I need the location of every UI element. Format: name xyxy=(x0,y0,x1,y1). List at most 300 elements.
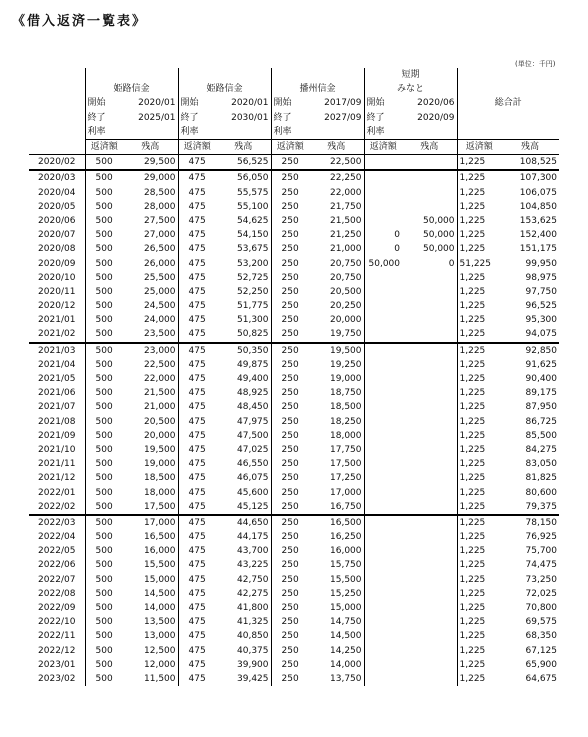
date-cell: 2022/11 xyxy=(38,631,76,642)
balance-cell: 15,250 xyxy=(330,588,362,599)
repayment-cell xyxy=(364,200,402,214)
balance-cell: 14,000 xyxy=(330,659,362,670)
total-balance-cell: 75,700 xyxy=(525,546,558,557)
balance-cell: 52,725 xyxy=(237,272,269,283)
repayment-cell: 250 xyxy=(271,485,309,499)
total-repayment-cell: 1,225 xyxy=(457,558,501,572)
repayment-cell xyxy=(364,186,402,200)
repayment-cell: 250 xyxy=(271,672,309,686)
balance-cell: 49,875 xyxy=(237,359,269,370)
balance-cell: 18,750 xyxy=(330,388,362,399)
total-balance-cell: 67,125 xyxy=(525,645,558,656)
start-label: 開始 xyxy=(364,96,402,110)
repayment-cell: 250 xyxy=(271,186,309,200)
balance-cell: 15,000 xyxy=(144,574,176,585)
repayment-cell: 475 xyxy=(178,155,216,171)
date-cell: 2022/04 xyxy=(38,532,76,543)
start-label: 開始 xyxy=(178,96,216,110)
balance-cell: 22,250 xyxy=(309,170,364,185)
balance-cell: 16,000 xyxy=(144,546,176,557)
repayment-cell: 250 xyxy=(271,500,309,515)
balance-cell: 51,300 xyxy=(237,315,269,326)
balance-cell: 47,975 xyxy=(237,416,269,427)
repayment-cell: 475 xyxy=(178,544,216,558)
end-date: 2025/01 xyxy=(138,112,176,123)
repayment-cell xyxy=(364,573,402,587)
balance-cell xyxy=(402,200,457,214)
balance-cell: 21,250 xyxy=(330,230,362,241)
balance-cell: 16,000 xyxy=(330,546,362,557)
balance-cell: 28,500 xyxy=(144,187,176,198)
balance-cell: 22,000 xyxy=(330,187,362,198)
table-row xyxy=(29,299,559,313)
repayment-cell: 500 xyxy=(85,415,123,429)
total-repayment-cell: 1,225 xyxy=(457,358,501,372)
repayment-cell: 250 xyxy=(271,400,309,414)
repayment-cell: 250 xyxy=(271,386,309,400)
repayment-cell: 500 xyxy=(85,672,123,686)
repayment-cell: 250 xyxy=(271,587,309,601)
date-cell: 2022/12 xyxy=(38,645,76,656)
balance-cell: 50,000 xyxy=(423,215,455,226)
repay-col-header: 返済額 xyxy=(364,139,402,154)
balance-cell: 11,500 xyxy=(144,673,176,684)
total-repayment-cell: 1,225 xyxy=(457,443,501,457)
table-row xyxy=(29,343,559,358)
end-label: 終了 xyxy=(364,111,402,125)
total-repayment-cell: 1,225 xyxy=(457,644,501,658)
repayment-cell: 500 xyxy=(85,573,123,587)
page-title: 《借入返済一覧表》 xyxy=(12,14,148,29)
balance-cell: 15,500 xyxy=(330,574,362,585)
balance-cell: 19,000 xyxy=(144,459,176,470)
balance-cell xyxy=(402,155,457,171)
repayment-cell xyxy=(364,170,402,185)
repayment-cell: 500 xyxy=(85,299,123,313)
total-repayment-cell: 1,225 xyxy=(457,573,501,587)
balance-cell xyxy=(402,313,457,327)
total-balance-cell: 96,525 xyxy=(525,301,558,312)
table-row xyxy=(29,313,559,327)
balance-cell xyxy=(402,615,457,629)
repayment-cell xyxy=(364,672,402,686)
total-balance-cell: 73,250 xyxy=(525,574,558,585)
repayment-cell: 475 xyxy=(178,558,216,572)
balance-cell: 27,500 xyxy=(144,215,176,226)
date-cell: 2021/04 xyxy=(38,359,76,370)
repayment-cell: 250 xyxy=(271,629,309,643)
total-balance-cell: 107,300 xyxy=(501,170,559,185)
balance-cell: 12,500 xyxy=(144,645,176,656)
balance-cell: 40,375 xyxy=(237,645,269,656)
total-repayment-cell: 1,225 xyxy=(457,343,501,358)
repay-col-header: 返済額 xyxy=(85,139,123,154)
repayment-cell: 0 xyxy=(364,242,402,256)
balance-cell: 16,250 xyxy=(330,532,362,543)
balance-cell: 50,000 xyxy=(423,244,455,255)
repayment-cell: 475 xyxy=(178,285,216,299)
repayment-cell xyxy=(364,601,402,615)
repayment-cell: 475 xyxy=(178,327,216,342)
repayment-cell: 500 xyxy=(85,242,123,256)
balance-cell: 40,850 xyxy=(237,631,269,642)
table-row xyxy=(29,170,559,185)
repayment-cell: 500 xyxy=(85,544,123,558)
repayment-cell: 500 xyxy=(85,170,123,185)
repayment-cell xyxy=(364,530,402,544)
balance-cell: 47,025 xyxy=(237,444,269,455)
repayment-cell: 475 xyxy=(178,629,216,643)
table-row xyxy=(29,530,559,544)
total-repayment-cell: 51,225 xyxy=(457,256,501,270)
total-balance-cell: 84,275 xyxy=(525,444,558,455)
repayment-cell: 475 xyxy=(178,658,216,672)
repayment-cell: 475 xyxy=(178,256,216,270)
balance-cell: 14,750 xyxy=(330,617,362,628)
total-repayment-cell: 1,225 xyxy=(457,186,501,200)
repayment-cell: 500 xyxy=(85,386,123,400)
repayment-cell: 475 xyxy=(178,228,216,242)
repay-col-header: 返済額 xyxy=(271,139,309,154)
balance-cell: 16,500 xyxy=(144,532,176,543)
balance-cell: 50,350 xyxy=(216,343,271,358)
repayment-cell: 500 xyxy=(85,285,123,299)
date-cell: 2022/09 xyxy=(38,603,76,614)
repayment-cell xyxy=(364,299,402,313)
repayment-cell: 500 xyxy=(85,228,123,242)
table-row xyxy=(29,155,559,171)
repayment-cell: 475 xyxy=(178,515,216,530)
repayment-cell: 475 xyxy=(178,601,216,615)
balance-cell xyxy=(402,558,457,572)
repayment-cell: 475 xyxy=(178,400,216,414)
balance-cell: 21,000 xyxy=(330,244,362,255)
total-balance-cell: 74,475 xyxy=(525,560,558,571)
total-repayment-cell: 1,225 xyxy=(457,457,501,471)
balance-cell: 45,125 xyxy=(237,501,269,512)
total-repayment-cell: 1,225 xyxy=(457,601,501,615)
balance-cell xyxy=(402,601,457,615)
balance-cell xyxy=(402,644,457,658)
balance-cell: 53,675 xyxy=(237,244,269,255)
total-repayment-cell: 1,225 xyxy=(457,242,501,256)
repayment-cell: 0 xyxy=(364,228,402,242)
date-cell: 2021/07 xyxy=(38,402,76,413)
repayment-cell: 475 xyxy=(178,471,216,485)
repayment-cell: 500 xyxy=(85,200,123,214)
balance-cell: 43,700 xyxy=(237,546,269,557)
total-balance-cell: 91,625 xyxy=(525,359,558,370)
total-balance-cell: 83,050 xyxy=(525,459,558,470)
repayment-cell xyxy=(364,500,402,515)
repayment-cell: 250 xyxy=(271,285,309,299)
start-label: 開始 xyxy=(85,96,123,110)
repayment-cell: 500 xyxy=(85,515,123,530)
balance-cell: 19,500 xyxy=(309,343,364,358)
balance-cell xyxy=(402,299,457,313)
balance-cell xyxy=(402,485,457,499)
repayment-cell: 250 xyxy=(271,429,309,443)
balance-cell: 21,500 xyxy=(144,388,176,399)
total-balance-cell: 80,600 xyxy=(525,487,558,498)
balance-cell: 14,500 xyxy=(330,631,362,642)
balance-cell: 23,500 xyxy=(144,329,176,340)
end-date: 2020/09 xyxy=(417,112,455,123)
table-row xyxy=(29,327,559,342)
repayment-cell xyxy=(364,214,402,228)
repayment-cell: 475 xyxy=(178,200,216,214)
balance-cell: 41,800 xyxy=(237,603,269,614)
total-repayment-cell: 1,225 xyxy=(457,415,501,429)
balance-cell xyxy=(402,400,457,414)
total-balance-cell: 95,300 xyxy=(525,315,558,326)
balance-col-header: 残高 xyxy=(501,139,559,154)
unit-note: (単位：千円) xyxy=(515,60,556,68)
date-cell: 2021/03 xyxy=(29,343,85,358)
end-label: 終了 xyxy=(85,111,123,125)
table-row xyxy=(29,601,559,615)
repayment-cell: 500 xyxy=(85,615,123,629)
balance-cell: 26,500 xyxy=(144,244,176,255)
table-row xyxy=(29,644,559,658)
balance-cell: 27,000 xyxy=(144,230,176,241)
repayment-cell: 250 xyxy=(271,573,309,587)
date-cell: 2022/07 xyxy=(38,574,76,585)
date-cell: 2020/10 xyxy=(38,272,76,283)
repayment-cell: 500 xyxy=(85,372,123,386)
balance-cell: 29,500 xyxy=(144,157,176,168)
balance-cell: 14,250 xyxy=(330,645,362,656)
balance-cell: 13,000 xyxy=(144,631,176,642)
repayment-cell: 500 xyxy=(85,429,123,443)
date-cell: 2021/02 xyxy=(38,329,76,340)
balance-cell: 45,600 xyxy=(237,487,269,498)
balance-cell: 41,325 xyxy=(237,617,269,628)
total-repayment-cell: 1,225 xyxy=(457,530,501,544)
balance-cell: 18,500 xyxy=(144,473,176,484)
end-date: 2027/09 xyxy=(324,112,362,123)
repayment-cell xyxy=(364,457,402,471)
repayment-cell: 475 xyxy=(178,386,216,400)
balance-cell: 19,750 xyxy=(330,329,362,340)
repayment-cell: 475 xyxy=(178,587,216,601)
date-cell: 2020/12 xyxy=(38,301,76,312)
total-repayment-cell: 1,225 xyxy=(457,313,501,327)
balance-cell: 39,900 xyxy=(237,659,269,670)
table-row xyxy=(29,629,559,643)
repayment-cell xyxy=(364,485,402,499)
date-cell: 2021/05 xyxy=(38,374,76,385)
repayment-cell: 475 xyxy=(178,500,216,515)
total-repayment-cell: 1,225 xyxy=(457,587,501,601)
repayment-cell: 500 xyxy=(85,558,123,572)
repayment-cell: 250 xyxy=(271,415,309,429)
date-cell: 2020/08 xyxy=(38,244,76,255)
repayment-cell: 475 xyxy=(178,343,216,358)
balance-cell: 14,000 xyxy=(144,603,176,614)
balance-cell: 20,000 xyxy=(330,315,362,326)
balance-cell: 18,250 xyxy=(330,416,362,427)
repayment-cell: 475 xyxy=(178,242,216,256)
repayment-cell: 500 xyxy=(85,214,123,228)
repayment-cell: 250 xyxy=(271,544,309,558)
total-balance-cell: 97,750 xyxy=(525,286,558,297)
balance-cell: 21,000 xyxy=(144,402,176,413)
table-row xyxy=(29,587,559,601)
balance-cell: 56,525 xyxy=(237,157,269,168)
repayment-cell: 500 xyxy=(85,186,123,200)
total-balance-cell: 99,950 xyxy=(525,258,558,269)
date-cell: 2020/06 xyxy=(38,215,76,226)
date-cell: 2022/05 xyxy=(38,546,76,557)
repayment-cell: 475 xyxy=(178,485,216,499)
total-repayment-cell: 1,225 xyxy=(457,170,501,185)
date-cell: 2022/06 xyxy=(38,560,76,571)
date-cell: 2022/02 xyxy=(38,501,76,512)
repayment-cell xyxy=(364,515,402,530)
table-row xyxy=(29,256,559,270)
repayment-cell xyxy=(364,429,402,443)
repayment-cell xyxy=(364,629,402,643)
repayment-cell: 500 xyxy=(85,256,123,270)
balance-cell: 49,400 xyxy=(237,374,269,385)
repayment-cell xyxy=(364,400,402,414)
repayment-cell: 250 xyxy=(271,372,309,386)
start-label: 開始 xyxy=(271,96,309,110)
repayment-cell xyxy=(364,343,402,358)
total-balance-cell: 86,725 xyxy=(525,416,558,427)
lender-4-term-label: 短期 xyxy=(364,68,457,82)
total-balance-cell: 152,400 xyxy=(519,230,558,241)
total-balance-cell: 69,575 xyxy=(525,617,558,628)
date-cell: 2022/01 xyxy=(38,487,76,498)
date-cell: 2020/11 xyxy=(38,286,76,297)
balance-cell: 16,500 xyxy=(309,515,364,530)
balance-cell: 20,000 xyxy=(144,430,176,441)
repayment-cell: 500 xyxy=(85,327,123,342)
repayment-cell: 475 xyxy=(178,457,216,471)
balance-cell xyxy=(402,271,457,285)
table-row xyxy=(29,186,559,200)
rate-label: 利率 xyxy=(178,125,271,140)
repayment-cell: 500 xyxy=(85,313,123,327)
balance-cell: 23,000 xyxy=(123,343,178,358)
table-row xyxy=(29,658,559,672)
balance-cell xyxy=(402,544,457,558)
repayment-cell xyxy=(364,372,402,386)
table-row xyxy=(29,443,559,457)
total-repayment-cell: 1,225 xyxy=(457,155,501,171)
total-repayment-cell: 1,225 xyxy=(457,658,501,672)
repayment-cell: 500 xyxy=(85,457,123,471)
repayment-cell xyxy=(364,658,402,672)
balance-cell xyxy=(402,658,457,672)
repayment-cell xyxy=(364,155,402,171)
total-balance-cell: 151,175 xyxy=(519,244,558,255)
table-row xyxy=(29,214,559,228)
balance-cell xyxy=(402,327,457,342)
total-label: 総合計 xyxy=(457,82,559,125)
repayment-cell: 500 xyxy=(85,400,123,414)
date-cell: 2020/07 xyxy=(38,230,76,241)
repayment-cell: 250 xyxy=(271,170,309,185)
total-repayment-cell: 1,225 xyxy=(457,471,501,485)
balance-cell xyxy=(402,372,457,386)
total-repayment-cell: 1,225 xyxy=(457,400,501,414)
balance-cell: 15,750 xyxy=(330,560,362,571)
balance-cell: 44,175 xyxy=(237,532,269,543)
repayment-cell: 475 xyxy=(178,358,216,372)
repayment-cell: 250 xyxy=(271,155,309,171)
total-balance-cell: 87,950 xyxy=(525,402,558,413)
total-repayment-cell: 1,225 xyxy=(457,500,501,515)
table-row xyxy=(29,372,559,386)
balance-cell: 24,500 xyxy=(144,301,176,312)
balance-cell: 50,825 xyxy=(237,329,269,340)
repayment-cell: 250 xyxy=(271,228,309,242)
balance-cell: 42,275 xyxy=(237,588,269,599)
balance-cell xyxy=(402,515,457,530)
total-balance-cell: 68,350 xyxy=(525,631,558,642)
total-balance-cell: 94,075 xyxy=(525,329,558,340)
balance-cell: 48,450 xyxy=(237,402,269,413)
balance-cell xyxy=(402,443,457,457)
balance-cell xyxy=(402,573,457,587)
balance-cell: 12,000 xyxy=(144,659,176,670)
repayment-cell: 250 xyxy=(271,601,309,615)
balance-cell: 46,550 xyxy=(237,459,269,470)
balance-cell xyxy=(402,500,457,515)
repayment-cell: 50,000 xyxy=(364,256,402,270)
balance-cell: 17,750 xyxy=(330,444,362,455)
total-balance-cell: 65,900 xyxy=(525,659,558,670)
date-cell: 2021/11 xyxy=(38,459,76,470)
balance-cell: 55,575 xyxy=(237,187,269,198)
balance-cell xyxy=(402,386,457,400)
repayment-cell: 475 xyxy=(178,186,216,200)
balance-cell xyxy=(402,285,457,299)
balance-cell xyxy=(402,629,457,643)
total-repayment-cell: 1,225 xyxy=(457,515,501,530)
balance-cell xyxy=(402,530,457,544)
balance-cell: 20,750 xyxy=(330,272,362,283)
balance-cell: 29,000 xyxy=(123,170,178,185)
repayment-cell: 250 xyxy=(271,313,309,327)
end-label: 終了 xyxy=(271,111,309,125)
end-label: 終了 xyxy=(178,111,216,125)
balance-cell: 17,500 xyxy=(330,459,362,470)
date-cell: 2021/12 xyxy=(38,473,76,484)
repayment-cell: 475 xyxy=(178,530,216,544)
date-cell: 2021/06 xyxy=(38,388,76,399)
table-row xyxy=(29,429,559,443)
table-row xyxy=(29,471,559,485)
repayment-cell: 475 xyxy=(178,214,216,228)
total-balance-cell: 78,150 xyxy=(501,515,559,530)
table-row xyxy=(29,544,559,558)
repayment-cell: 475 xyxy=(178,372,216,386)
table-row xyxy=(29,200,559,214)
repayment-cell: 250 xyxy=(271,200,309,214)
repayment-cell: 250 xyxy=(271,558,309,572)
balance-cell: 17,500 xyxy=(144,501,176,512)
lender-2-name: 姫路信金 xyxy=(178,82,271,96)
balance-cell xyxy=(402,358,457,372)
total-repayment-cell: 1,225 xyxy=(457,429,501,443)
date-cell: 2022/03 xyxy=(29,515,85,530)
repayment-cell: 500 xyxy=(85,500,123,515)
date-cell: 2020/05 xyxy=(38,201,76,212)
